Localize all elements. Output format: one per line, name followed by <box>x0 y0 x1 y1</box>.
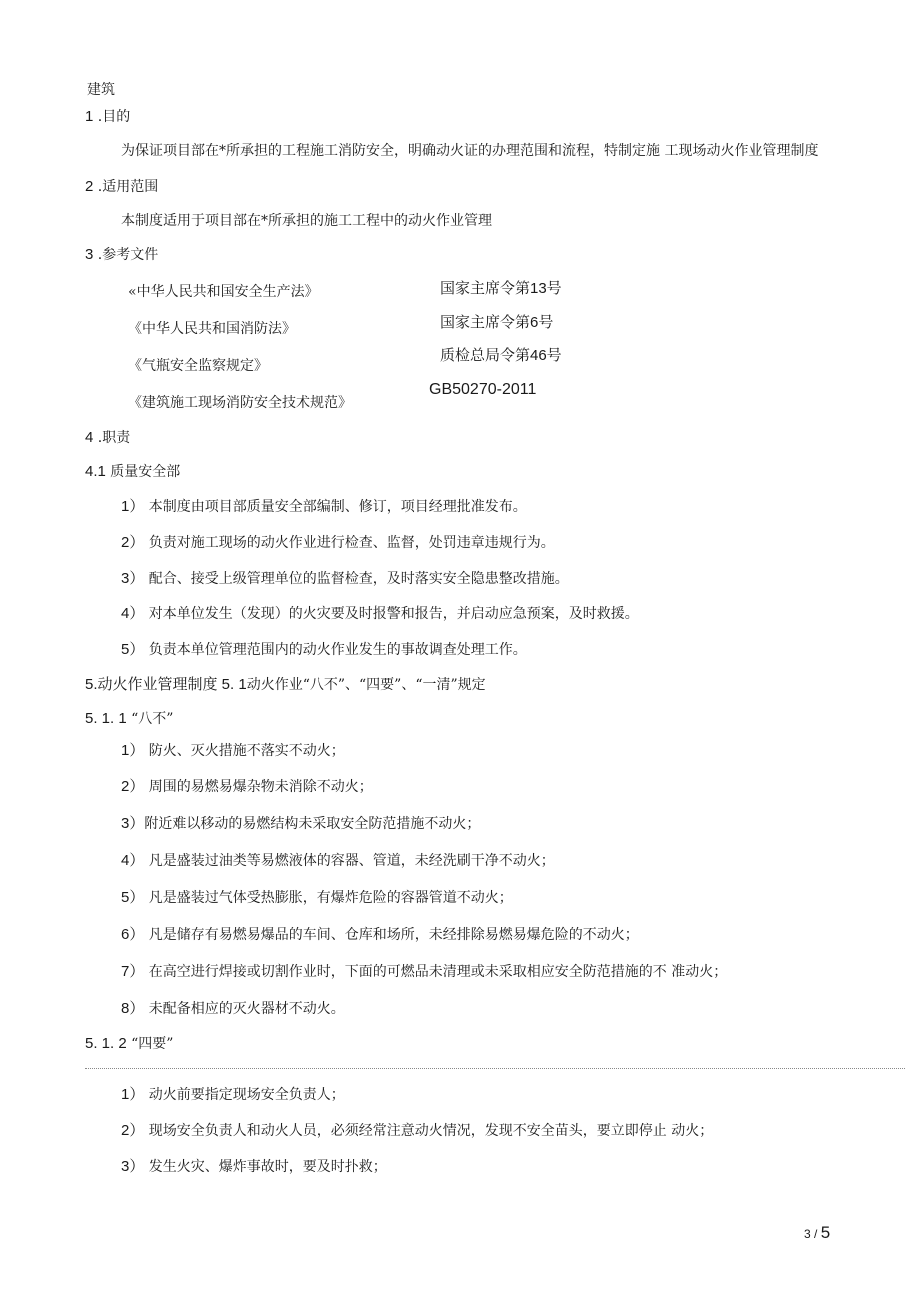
list-item-number: 3） <box>121 1158 145 1175</box>
reference-name: 《建筑施工现场消防安全技术规范》 <box>128 395 352 411</box>
list-item <box>121 999 345 1019</box>
section-1-heading <box>85 107 130 127</box>
list-item-text: 现场安全负责人和动火人员，必须经常注意动火情况，发现不安全苗头，要立即停止 动火； <box>148 1123 714 1139</box>
section-4-title: .职责 <box>93 430 131 446</box>
list-item-text: 凡是盛装过油类等易燃液体的容器、管道，未经洗刷干净不动火； <box>148 853 555 869</box>
section-5-heading-prefix: 5.动火作业管理制度 5. 1 <box>85 676 247 693</box>
list-item-text: 负责对施工现场的动火作业进行检查、监督，处罚违章违规行为。 <box>148 535 555 551</box>
list-item-number: 8） <box>121 1000 145 1017</box>
section-2-body: 本制度适用于项目部在*所承担的施工工程中的动火作业管理 <box>121 213 492 229</box>
list-item-number: 4） <box>121 852 145 869</box>
page-number <box>804 1223 830 1243</box>
list-item <box>121 604 639 624</box>
header-label: 建筑 <box>87 82 115 98</box>
list-item-text: 动火前要指定现场安全负责人； <box>148 1087 345 1103</box>
list-item-number: 5） <box>121 641 145 658</box>
list-item-number: 1） <box>121 1086 145 1103</box>
page-total: 5 <box>820 1223 831 1242</box>
list-item <box>121 925 639 945</box>
section-5-heading-text: 动火作业“八不”、“四要”、“一清”规定 <box>246 677 486 693</box>
list-item-number: 7） <box>121 963 145 980</box>
list-item <box>121 569 569 589</box>
list-item-text: 周围的易燃易爆杂物未消除不动火； <box>148 779 373 795</box>
list-item <box>121 1157 387 1177</box>
section-5-1-2-number: 5. 1. 2 <box>85 1035 127 1052</box>
section-3-title: .参考文件 <box>93 247 159 263</box>
section-4-heading <box>85 428 130 448</box>
list-item <box>121 851 555 871</box>
section-1-body: 为保证项目部在*所承担的工程施工消防安全，明确动火证的办理范围和流程，特制定施 工现场动火作业管理制度 <box>121 143 819 159</box>
list-item <box>121 1085 345 1105</box>
section-2-heading <box>85 177 158 197</box>
list-item <box>121 741 345 761</box>
section-5-1-1-heading <box>85 709 173 729</box>
list-item <box>121 497 527 517</box>
list-item-text: 本制度由项目部质量安全部编制、修订，项目经理批准发布。 <box>148 499 527 515</box>
list-item-text: 附近难以移动的易燃结构未采取安全防范措施不动火； <box>144 816 481 832</box>
reference-name: 《气瓶安全监察规定》 <box>128 358 268 374</box>
list-item-number: 3） <box>121 815 145 832</box>
list-item <box>121 814 480 834</box>
list-item <box>121 640 527 660</box>
list-item <box>121 533 555 553</box>
list-item <box>121 962 727 982</box>
list-item-number: 2） <box>121 778 145 795</box>
list-item <box>121 1121 713 1141</box>
section-5-heading <box>85 675 486 695</box>
page-current: 3 <box>804 1227 811 1241</box>
list-item-text: 未配备相应的灭火器材不动火。 <box>148 1001 345 1017</box>
section-4-1-number: 4.1 <box>85 463 106 480</box>
section-4-1-heading <box>85 462 180 482</box>
list-item-number: 2） <box>121 1122 145 1139</box>
section-1-number: 1 <box>85 108 94 125</box>
section-5-1-1-number: 5. 1. 1 <box>85 710 127 727</box>
reference-code: 国家主席令第6号 <box>440 314 554 331</box>
list-item <box>121 888 513 908</box>
reference-name: 《中华人民共和国消防法》 <box>128 321 296 337</box>
list-item-number: 2） <box>121 534 145 551</box>
section-5-1-2-title: “四要” <box>126 1036 174 1052</box>
list-item <box>121 777 373 797</box>
list-item-text: 负责本单位管理范围内的动火作业发生的事故调查处理工作。 <box>148 642 527 658</box>
list-item-number: 4） <box>121 605 145 622</box>
list-item-number: 5） <box>121 889 145 906</box>
page-separator: / <box>810 1227 821 1241</box>
list-item-text: 凡是储存有易燃易爆品的车间、仓库和场所，未经排除易燃易爆危险的不动火； <box>148 927 639 943</box>
section-5-1-2-heading <box>85 1034 173 1054</box>
section-2-number: 2 <box>85 178 94 195</box>
reference-code: GB50270-2011 <box>429 381 537 398</box>
section-4-1-title: 质量安全部 <box>105 464 181 480</box>
section-1-title: .目的 <box>93 109 131 125</box>
section-3-number: 3 <box>85 246 94 263</box>
list-item-number: 6） <box>121 926 145 943</box>
list-item-number: 3） <box>121 570 145 587</box>
section-4-number: 4 <box>85 429 94 446</box>
list-item-text: 防火、灭火措施不落实不动火； <box>148 743 345 759</box>
page-divider <box>85 1068 905 1069</box>
section-3-heading <box>85 245 158 265</box>
list-item-text: 在高空进行焊接或切割作业时，下面的可燃品未清理或未采取相应安全防范措施的不 准动火； <box>148 964 728 980</box>
list-item-text: 凡是盛装过气体受热膨胀，有爆炸危险的容器管道不动火； <box>148 890 513 906</box>
reference-code: 国家主席令第13号 <box>440 280 562 297</box>
reference-name: «中华人民共和国安全生产法》 <box>128 284 319 300</box>
list-item-text: 配合、接受上级管理单位的监督检查，及时落实安全隐患整改措施。 <box>148 571 569 587</box>
section-5-1-1-title: “八不” <box>126 711 174 727</box>
reference-code: 质检总局令第46号 <box>440 347 562 364</box>
list-item-number: 1） <box>121 498 145 515</box>
list-item-text: 发生火灾、爆炸事故时，要及时扑救； <box>148 1159 387 1175</box>
section-2-title: .适用范围 <box>93 179 159 195</box>
list-item-text: 对本单位发生（发现）的火灾要及时报警和报告，并启动应急预案，及时救援。 <box>148 606 639 622</box>
list-item-number: 1） <box>121 742 145 759</box>
